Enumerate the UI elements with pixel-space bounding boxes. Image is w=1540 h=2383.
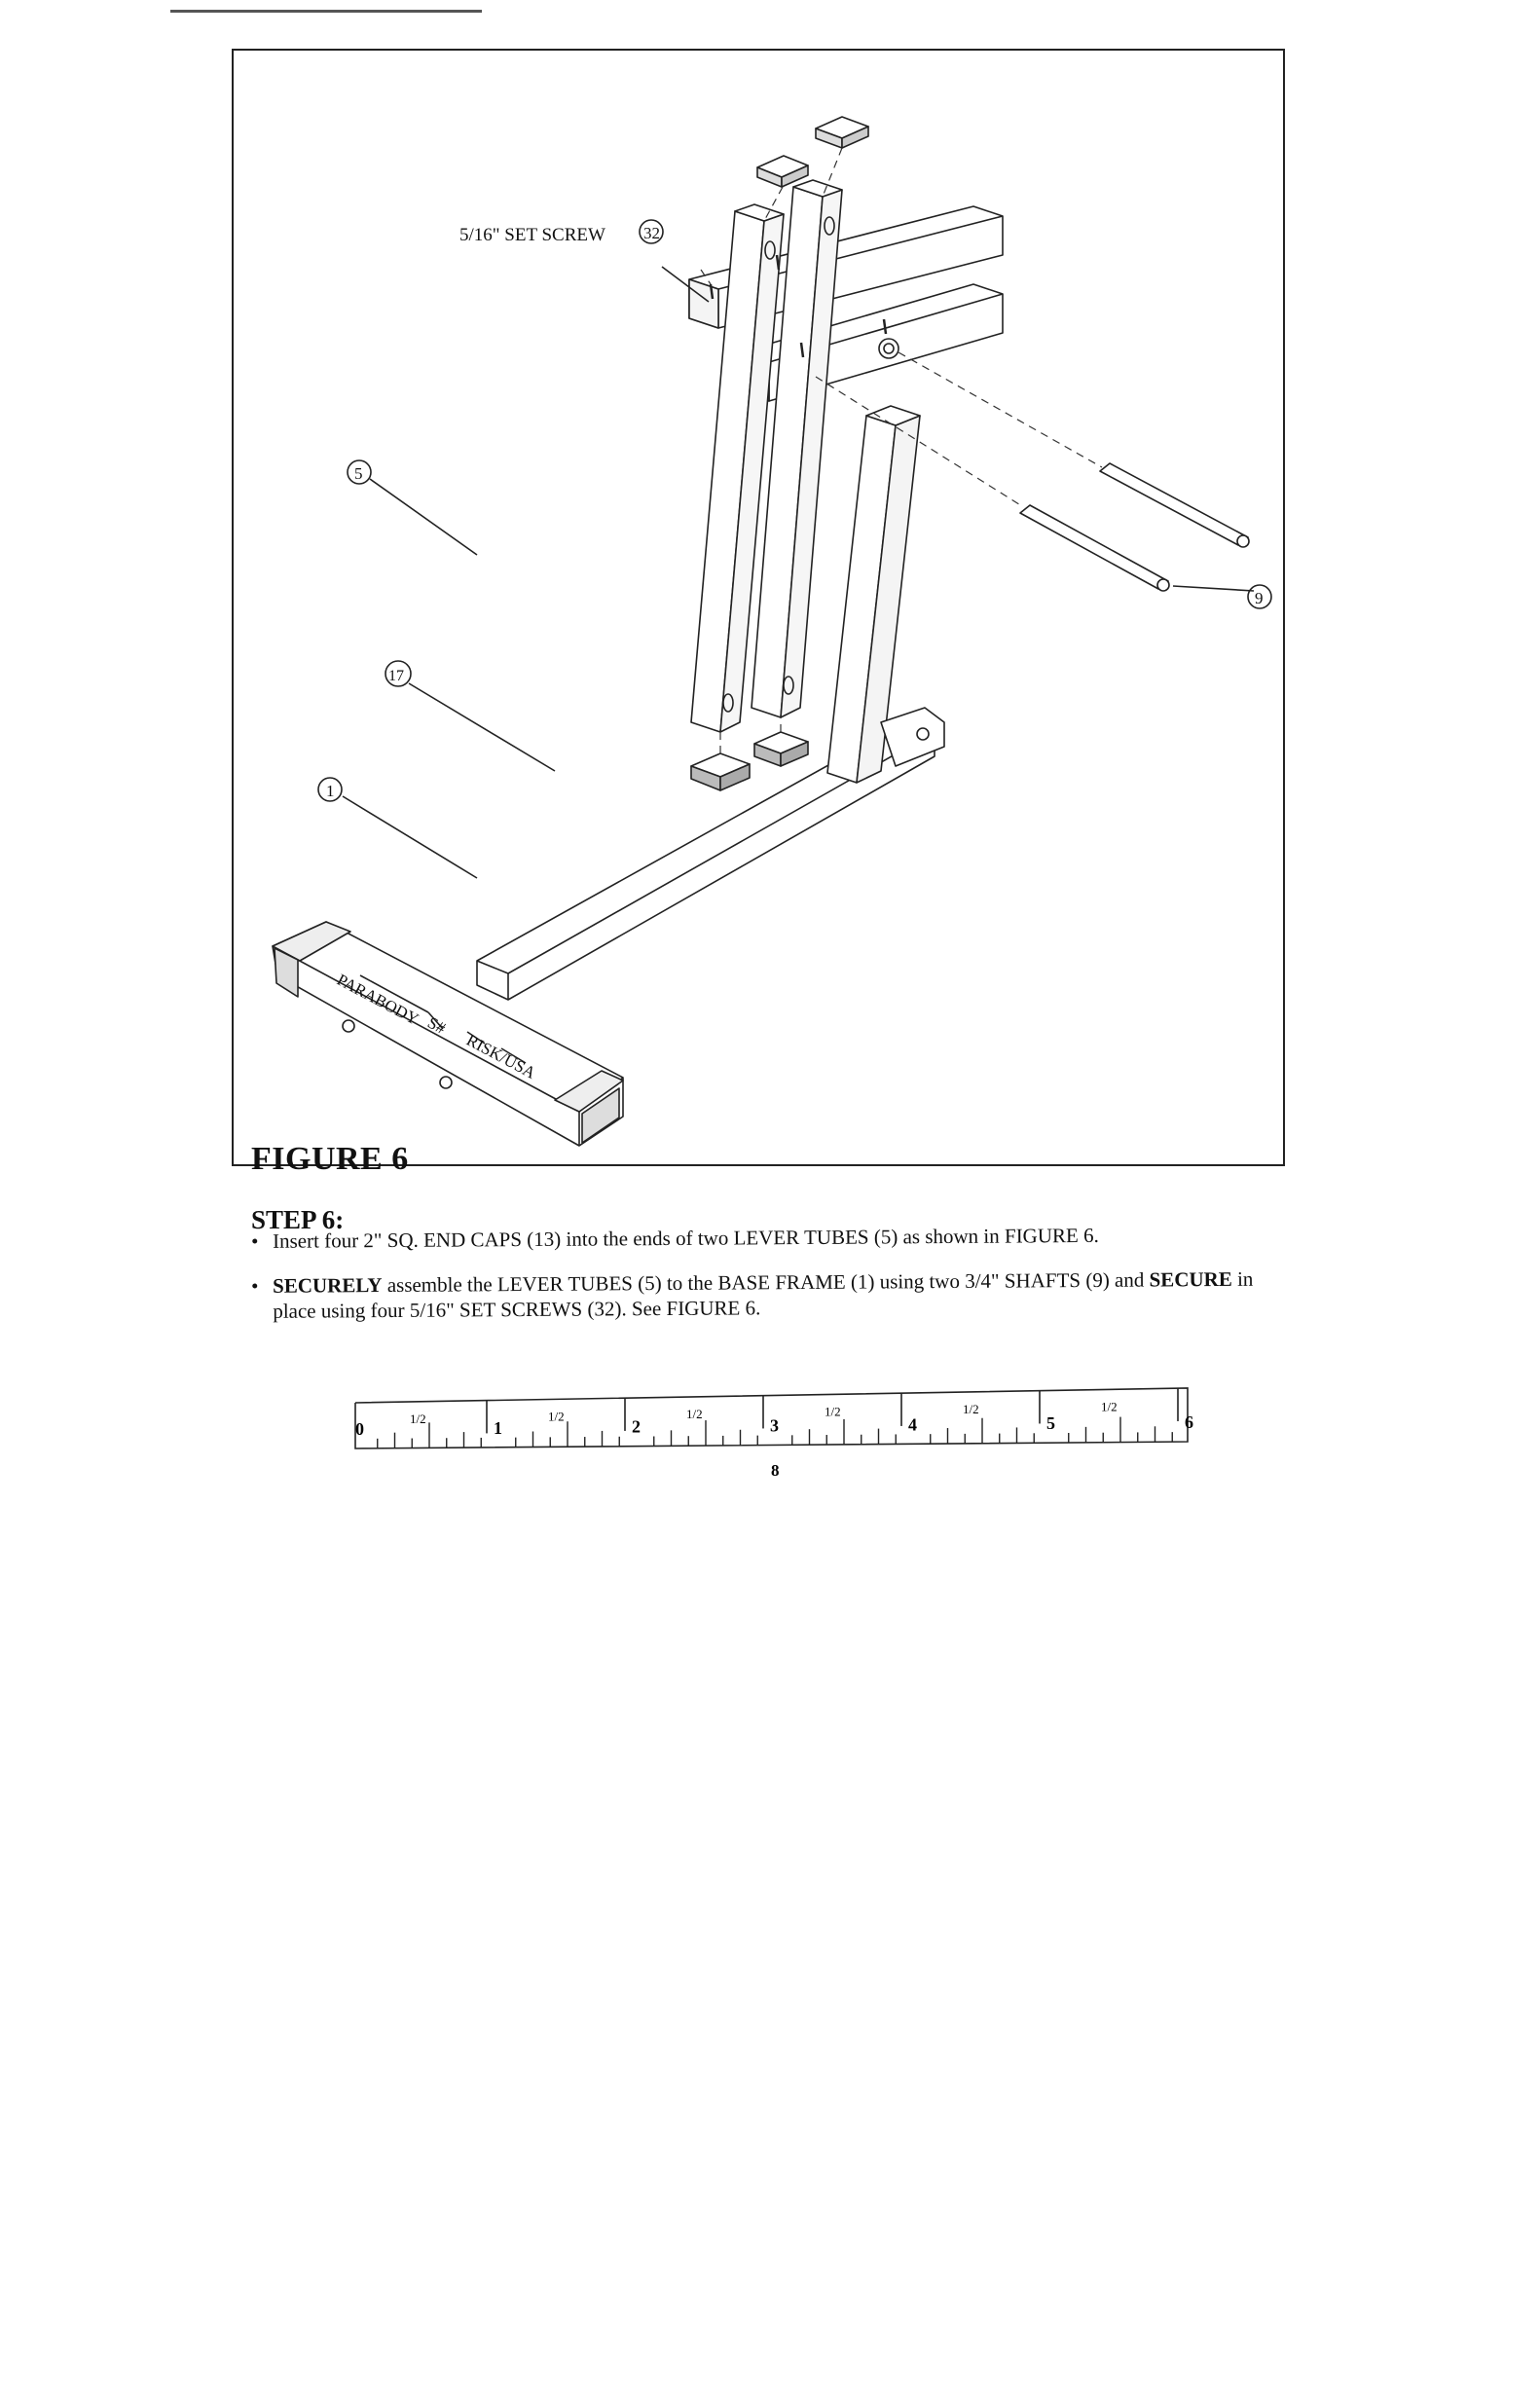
assembly-diagram: [234, 51, 1283, 1164]
end-cap-bottom-right: [754, 732, 808, 766]
bullet-2-strong-1: SECURELY: [273, 1273, 383, 1298]
bullet-dot: •: [251, 1228, 259, 1253]
step-bullet-2: [251, 1266, 1254, 1324]
bullet-1-text: Insert four 2" SQ. END CAPS (13) into the ends of two LEVER TUBES (5) as shown in FIGURE 6.: [273, 1223, 1099, 1253]
step-title: STEP 6:: [251, 1205, 345, 1234]
ruler-half-label: 1/2: [410, 1411, 426, 1427]
ruler-inch-label: 6: [1185, 1411, 1193, 1432]
callout-setscrew-label: 5/16" SET SCREW: [459, 225, 605, 245]
bullet-2-mid: assemble the LEVER TUBES (5) to the BASE FRAME (1) using two 3/4" SHAFTS (9) and: [382, 1267, 1150, 1298]
ruler-inch-label: 3: [770, 1415, 779, 1436]
figure-label: FIGURE 6: [251, 1141, 409, 1177]
callout-9: 9: [1255, 589, 1264, 607]
bullet-dot: •: [251, 1273, 259, 1298]
callout-32: 32: [643, 224, 660, 242]
end-cap-top-right: [816, 117, 868, 148]
bullet-2-text: [273, 1266, 1254, 1324]
callout-1: 1: [326, 782, 335, 800]
rear-upright: [827, 406, 944, 783]
end-cap-bottom-left: [691, 753, 750, 790]
frame-text-s: S#: [424, 1012, 449, 1038]
ruler-inch-label: 0: [355, 1418, 364, 1439]
end-cap-top-left: [757, 156, 808, 187]
bullet-2-strong-2: SECURE: [1149, 1266, 1232, 1292]
ruler-half-label: 1/2: [963, 1402, 979, 1417]
callout-17: 17: [388, 668, 404, 684]
ruler-half-label: 1/2: [686, 1407, 703, 1422]
figure-6-frame: [232, 49, 1285, 1177]
callout-5: 5: [354, 464, 363, 483]
shaft-upper: [1100, 463, 1249, 547]
ruler-half-label: 1/2: [825, 1404, 841, 1419]
ruler-center-label: 8: [771, 1461, 780, 1480]
ruler-inch-label: 5: [1046, 1413, 1055, 1434]
ruler-inch-label: 4: [908, 1414, 917, 1435]
ruler-inch-label: 1: [494, 1417, 502, 1438]
top-rule: [170, 10, 482, 13]
bullet-2-end: in place using four 5/16" SET SCREWS (32). See FIGURE 6.: [273, 1266, 1254, 1323]
ruler-inch-label: 2: [632, 1416, 641, 1437]
shaft-lower: [1020, 505, 1169, 591]
ruler-half-label: 1/2: [1101, 1399, 1118, 1414]
frame-text-parabody: PARABODY: [334, 970, 422, 1029]
measurement-ruler: [350, 1378, 1197, 1485]
frame-text-risk: RISK/USA: [463, 1030, 539, 1082]
ruler-svg: [350, 1378, 1197, 1485]
ruler-half-label: 1/2: [548, 1409, 565, 1424]
step-bullet-1: [251, 1222, 1254, 1254]
